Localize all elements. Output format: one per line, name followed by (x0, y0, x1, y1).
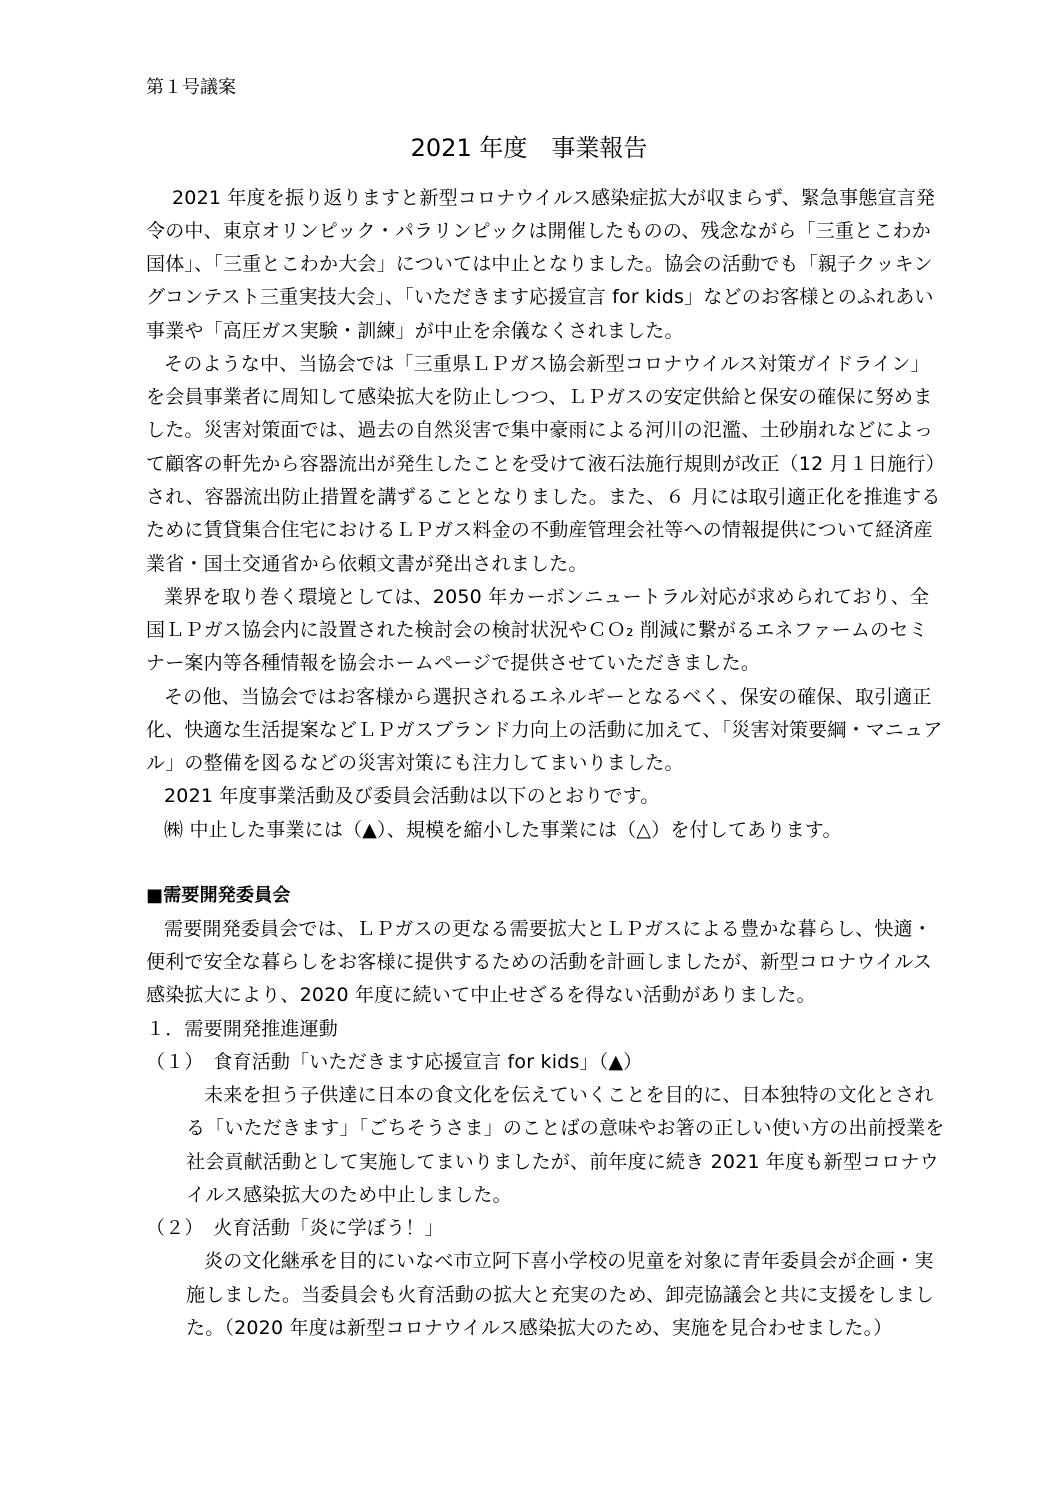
intro-line: 国体」、「三重とこわか大会」については中止となりました。協会の活動でも「親子クッキン (146, 253, 933, 275)
intro-line: その他、当協会ではお客様から選択されるエネルギーとなるべく、保安の確保、取引適正 (164, 686, 932, 708)
intro-line: ル」の整備を図るなどの災害対策にも注力してまいりました。 (146, 752, 684, 774)
item-body-line: 社会貢献活動として実施してまいりましたが、前年度に続き 2021 年度も新型コロナウ (186, 1151, 939, 1173)
item-body-line: 施しました。当委員会も火育活動の拡大と充実のため、卸売協議会と共に支援をしまし (186, 1284, 935, 1306)
agenda-number-label: 第１号議案 (146, 77, 236, 98)
intro-line: 化、快適な生活提案などＬＰガスブランド力向上の活動に加えて、「災害対策要綱・マニュア (146, 719, 943, 741)
intro-line: 業省・国土交通省から依頼文書が発出されました。 (146, 553, 588, 575)
section-line: 需要開発委員会では、ＬＰガスの更なる需要拡大とＬＰガスによる豊かな暮らし、快適・ (164, 918, 933, 940)
intro-line: そのような中、当協会では「三重県ＬＰガス協会新型コロナウイルス対策ガイドライン」 (164, 353, 930, 375)
intro-line: され、容器流出防止措置を講ずることとなりました。また、６ 月には取引適正化を推進する (146, 486, 941, 508)
intro-line: ために賃貸集合住宅におけるＬＰガス料金の不動産管理会社等への情報提供について経済産 (146, 519, 933, 541)
subsection-heading: １．需要開発推進運動 (146, 1018, 339, 1040)
item-body-line: た。（2020 年度は新型コロナウイルス感染拡大のため、実施を見合わせました。） (186, 1317, 893, 1339)
intro-line: 2021 年度を振り返りますと新型コロナウイルス感染症拡大が収まらず、緊急事態宣言発 (172, 187, 936, 209)
intro-line: 令の中、東京オリンピック・パラリンピックは開催したものの、残念ながら「三重とこわか (146, 220, 931, 242)
item-heading: （１） 食育活動「いただきます応援宣言 for kids」（▲） (146, 1051, 643, 1073)
intro-line: グコンテスト三重実技大会」、「いただきます応援宣言 for kids」などのお客様とのふれあい (146, 286, 934, 308)
item-body-line: 未来を担う子供達に日本の食文化を伝えていくことを目的に、日本独特の文化とされ (204, 1084, 934, 1106)
section-line: 感染拡大により、2020 年度に続いて中止せざるを得ない活動がありました。 (146, 984, 816, 1006)
intro-line: て顧客の軒先から容器流出が発生したことを受けて液石法施行規則が改正（12 月１日施行） (146, 453, 945, 475)
section-heading-demand-development: ■需要開発委員会 (146, 885, 291, 906)
item-body-line: イルス感染拡大のため中止しました。 (186, 1184, 512, 1206)
intro-line: 事業や「高圧ガス実験・訓練」が中止を余儀なくされました。 (146, 320, 684, 342)
section-line: 便利で安全な暮らしをお客様に提供するための活動を計画しましたが、新型コロナウイルス (146, 951, 933, 973)
intro-line: を会員事業者に周知して感染拡大を防止しつつ、ＬＰガスの安定供給と保安の確保に努めま (146, 386, 933, 408)
intro-line: 国ＬＰガス協会内に設置された検討会の検討状況やＣＯ₂ 削減に繋がるエネファームのセミ (146, 619, 928, 641)
intro-line: 2021 年度事業活動及び委員会活動は以下のとおりです。 (164, 785, 660, 807)
intro-line: ナー案内等各種情報を協会ホームページで提供させていただきました。 (146, 652, 761, 674)
item-body-line: 炎の文化継承を目的にいなべ市立阿下喜小学校の児童を対象に青年委員会が企画・実 (204, 1250, 934, 1272)
report-title: 2021 年度 事業報告 (410, 134, 648, 162)
intro-note-line: ㈱ 中止した事業には（▲）、規模を縮小した事業には（△）を付してあります。 (164, 819, 842, 841)
item-body-line: る「いただきます」「ごちそうさま」のことばの意味やお箸の正しい使い方の出前授業を (186, 1117, 945, 1139)
item-heading: （２） 火育活動「炎に学ぼう！」 (146, 1217, 444, 1239)
intro-line: 業界を取り巻く環境としては、2050 年カーボンニュートラル対応が求められており、全 (164, 586, 930, 608)
intro-line: した。災害対策面では、過去の自然災害で集中豪雨による河川の氾濫、土砂崩れなどによっ (146, 419, 934, 441)
